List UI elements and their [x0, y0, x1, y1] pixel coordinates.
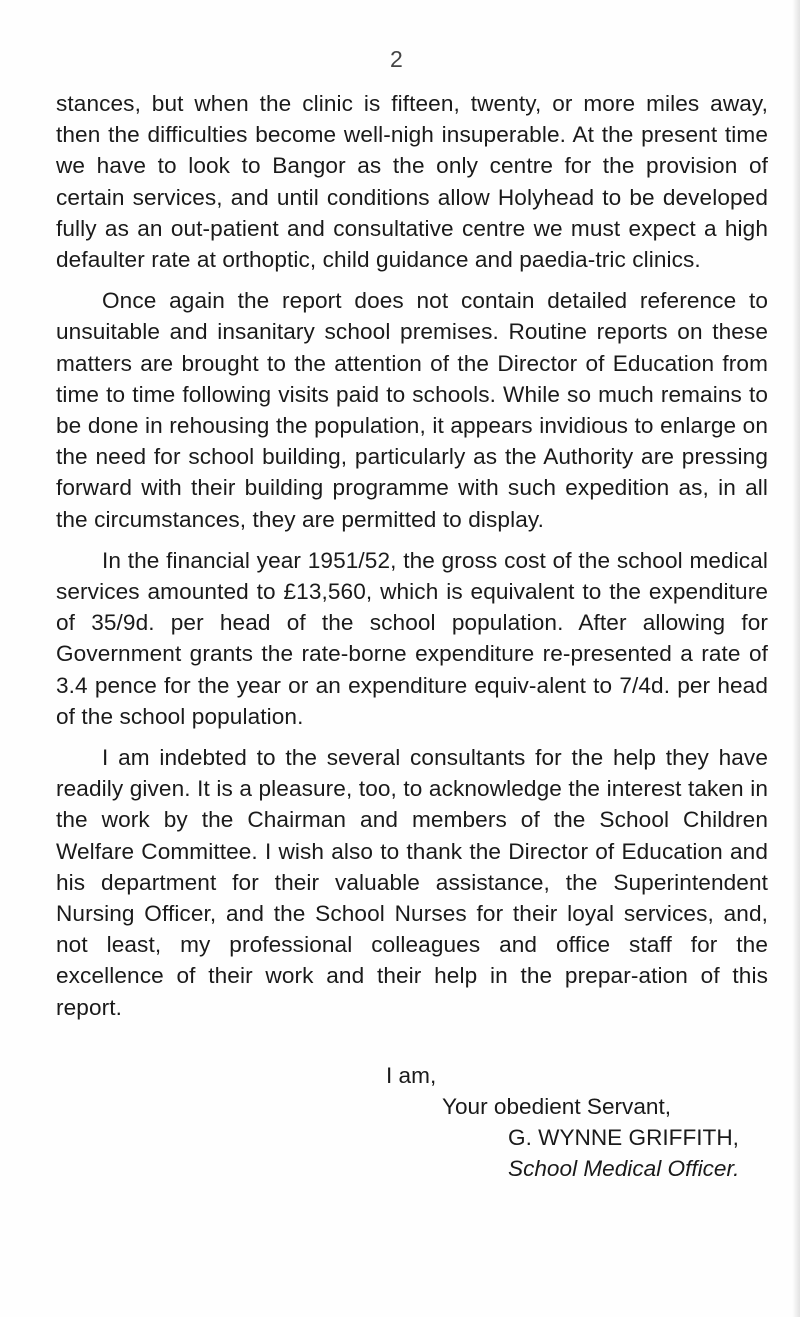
paragraph-acknowledgements: I am indebted to the several consultants for the help they have readily given. It is a pleasure, too, to acknowledge the interest taken in the work by the Chairman and members of the School Children Welfare Committee. I wish also to thank the Director of Education and his department for their valuable assistance, the Superintendent Nursing Officer, and the School Nurses for their loyal services, and, not least, my professional colleagues and office staff for the excellence of their work and their help in the prepar-ation of this report.: [56, 745, 768, 1020]
signatory-title: School Medical Officer.: [508, 1156, 740, 1181]
closing-valediction: Your obedient Servant,: [442, 1094, 672, 1119]
paragraph-school-premises: Once again the report does not contain detailed reference to unsuitable and insanitary school premises. Routine reports on these matters are brought to the attention of the Director of Education from time to time following visits paid to schools. While so much remains to be done in rehousing the population, it appears invidious to enlarge on the need for school building, particularly as the Authority are pressing forward with their building programme with such expedition as, in all the circumstances, they are permitted to display.: [56, 288, 768, 532]
page-number: 2: [390, 46, 404, 72]
page-edge-shadow: [792, 0, 800, 1317]
letter-body: [56, 88, 768, 1033]
paragraph-financial-cost: In the financial year 1951/52, the gross cost of the school medical services amounted to £13,560, which is equivalent to the expenditure of 35/9d. per head of the school population. After allowing for Government grants the rate-borne expenditure re-presented a rate of 3.4 pence for the year or an expenditure equiv-alent to 7/4d. per head of the school population.: [56, 547, 768, 729]
paragraph-clinic-distance: stances, but when the clinic is fifteen, twenty, or more miles away, then the difficulties become well-nigh insuperable. At the present time we have to look to Bangor as the only centre for the provision of certain services, and until conditions allow Holyhead to be developed fully as an out-patient and consultative centre we must expect a high defaulter rate at orthoptic, child guidance and paedia-tric clinics.: [56, 91, 768, 273]
closing-salutation: I am,: [386, 1063, 437, 1088]
signatory-name: G. WYNNE GRIFFITH,: [508, 1125, 739, 1150]
